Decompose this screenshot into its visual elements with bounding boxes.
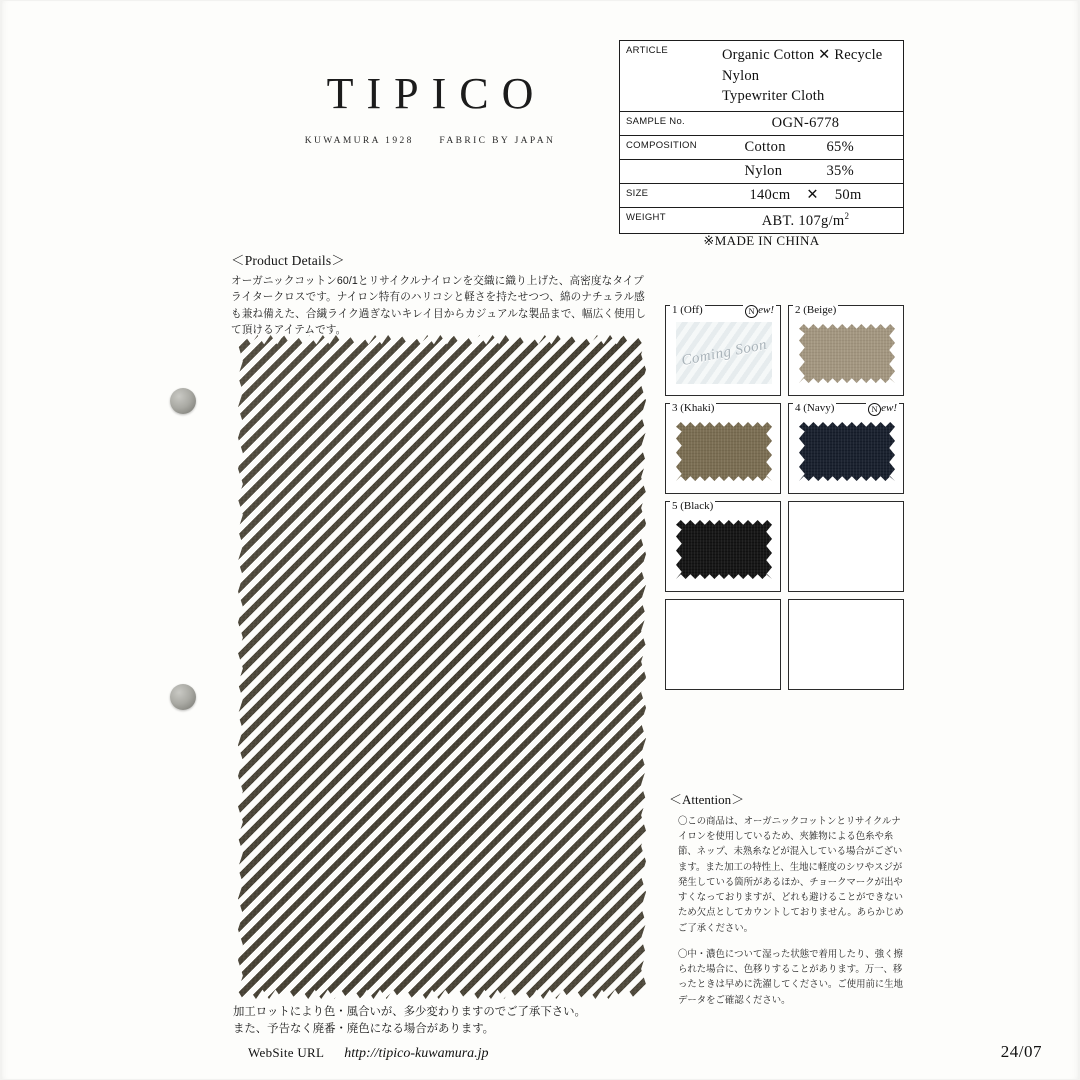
color-swatch-grid [665, 305, 904, 697]
footer-note-line-1: 加工ロットにより色・風合いが、多少変わりますのでご了承下さい。 [233, 1006, 586, 1018]
swatch-cell-empty-1[interactable] [788, 501, 904, 592]
spec-row-weight [620, 208, 903, 233]
website-label: WebSite URL [248, 1045, 325, 1060]
swatch-caption-3: 3 (Khaki) [672, 402, 715, 414]
size-length: 50m [834, 186, 862, 203]
spec-label-composition: COMPOSITION [626, 139, 697, 151]
new-badge-4: N ew! [866, 402, 899, 416]
brand-block [235, 68, 625, 146]
swatch-cell-1[interactable] [665, 305, 781, 396]
spec-value-size [716, 184, 903, 207]
spec-value-weight [716, 208, 903, 233]
swatch-row-3 [665, 501, 904, 592]
spec-row-size [620, 184, 903, 208]
spec-label-weight: WEIGHT [626, 211, 666, 223]
weight-unit-superscript: 2 [844, 210, 850, 221]
made-in-label: ※MADE IN CHINA [703, 233, 820, 248]
spec-row-sample-no [620, 112, 903, 136]
spec-row-composition-1 [620, 136, 903, 160]
spec-value-composition-1 [716, 136, 903, 159]
spec-label-composition-blank [620, 160, 716, 183]
product-details-heading: ＜Product Details＞ [231, 253, 346, 268]
brand-wordmark: TIPICO [326, 69, 547, 118]
swatch-fabric-5 [676, 520, 772, 579]
footer-note-line-2: また、予告なく廃番・廃色になる場合があります。 [233, 1023, 495, 1036]
composition-pct-2: 35% [826, 162, 854, 179]
swatch-cell-empty-2[interactable] [665, 599, 781, 690]
swatch-cell-empty-3[interactable] [788, 599, 904, 690]
swatch-fabric-4 [799, 422, 895, 481]
binder-hole-top [170, 388, 196, 414]
swatch-cell-4[interactable] [788, 403, 904, 494]
coming-soon-placeholder-1 [676, 322, 772, 384]
swatch-caption-1: 1 (Off) [672, 304, 703, 316]
spec-value-composition-2 [716, 160, 903, 183]
swatch-row-4 [665, 599, 904, 690]
new-badge-1: N ew! [743, 304, 776, 318]
website-url-link[interactable]: http://tipico-kuwamura.jp [344, 1046, 489, 1061]
binder-hole-bottom [170, 684, 196, 710]
swatch-caption-2: 2 (Beige) [795, 304, 837, 316]
weight-value: ABT. 107g/m [761, 212, 845, 229]
composition-fiber-2: Nylon [744, 162, 783, 179]
attention-block [669, 789, 909, 1018]
swatch-cell-3[interactable] [665, 403, 781, 494]
spec-label-sample-no: SAMPLE No. [626, 115, 685, 127]
swatch-cell-5[interactable] [665, 501, 781, 592]
product-details-block [231, 249, 651, 339]
article-line-1: Organic Cotton ✕ Recycle Nylon [722, 47, 883, 84]
attention-heading: ＜Attention＞ [669, 792, 745, 807]
attention-paragraph-2: 〇中・濃色について湿った状態で着用したり、強く擦られた場合に、色移りすることがあります。万一、移ったときは早めに洗濯してください。ご使用前に生地データをご確認ください。 [678, 947, 904, 1005]
website-row [248, 1045, 489, 1062]
swatch-row-1 [665, 305, 904, 396]
spec-value-sample-no: OGN-6778 [771, 114, 840, 131]
product-details-text: オーガニックコットン60/1とリサイクルナイロンを交織に織り上げた、高密度なタイプライタークロスです。ナイロン特有のハリコシと軽さを持たせつつ、綿のナチュラル感も兼ね備えた、合繊ライク過ぎないキレイ目からカジュアルな製品まで、幅広く使用して頂けるアイテムです。 [231, 275, 647, 337]
brand-tagline [235, 136, 625, 146]
coming-soon-text: Coming Soon [679, 336, 769, 369]
swatch-fabric-3 [676, 422, 772, 481]
swatch-caption-5: 5 (Black) [672, 500, 714, 512]
size-width: 140cm [749, 186, 791, 203]
composition-pct-1: 65% [826, 138, 854, 155]
spec-row-composition-2 [620, 160, 903, 184]
article-line-2: Typewriter Cloth [722, 88, 825, 105]
swatch-cell-2[interactable] [788, 305, 904, 396]
spec-label-size: SIZE [626, 187, 649, 199]
page-number: 24/07 [1000, 1042, 1042, 1061]
swatch-caption-4: 4 (Navy) [795, 402, 835, 414]
brand-tagline-right: FABRIC BY JAPAN [439, 136, 556, 146]
size-multiplier: ✕ [806, 186, 819, 203]
spec-label-article: ARTICLE [626, 45, 669, 56]
swatch-row-2 [665, 403, 904, 494]
main-fabric-swatch [238, 331, 646, 999]
spec-value-article [716, 41, 903, 111]
spec-row-article [620, 41, 903, 112]
composition-fiber-1: Cotton [744, 138, 786, 155]
attention-paragraph-1: 〇この商品は、オーガニックコットンとリサイクルナイロンを使用しているため、夾雑物による色糸や糸節、ネップ、未熟糸などが混入している場合がございます。また加工の特性上、生地に軽度のシワやスジが発生している箇所があるほか、チョークマークが出やすくなっておりますが、どれも避けることができないため欠点としてカウントしておりません。あらかじめご了承ください。 [678, 815, 904, 933]
brand-tagline-left: KUWAMURA 1928 [304, 136, 414, 146]
specification-table [619, 40, 904, 234]
footer-note [233, 1004, 693, 1038]
swatch-fabric-2 [799, 324, 895, 383]
